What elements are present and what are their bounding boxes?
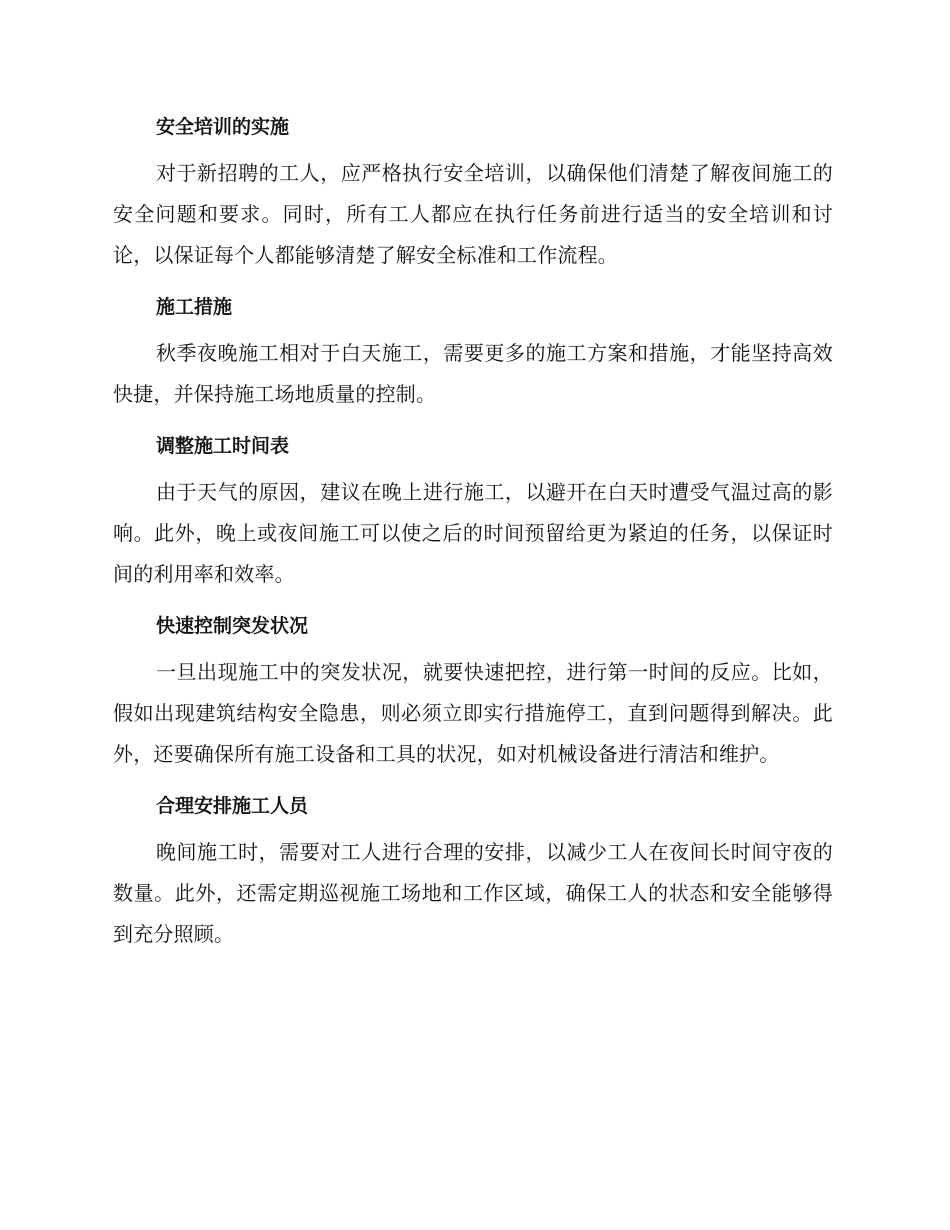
section-safety-training: [113, 108, 833, 276]
section-staff-arrangement: [113, 787, 833, 955]
section-paragraph: 对于新招聘的工人，应严格执行安全培训，以确保他们清楚了解夜间施工的安全问题和要求。同时，所有工人都应在执行任务前进行适当的安全培训和讨论，以保证每个人都能够清楚了解安全标准和工作流程。: [113, 161, 833, 267]
section-heading: 安全培训的实施: [156, 116, 290, 138]
section-adjust-schedule: [113, 427, 833, 595]
section-paragraph: 由于天气的原因，建议在晚上进行施工，以避开在白天时遭受气温过高的影响。此外，晚上或夜间施工可以使之后的时间预留给更为紧迫的任务，以保证时间的利用率和效率。: [113, 480, 833, 586]
section-heading: 施工措施: [156, 296, 233, 318]
section-paragraph: 晚间施工时，需要对工人进行合理的安排，以减少工人在夜间长时间守夜的数量。此外，还需定期巡视施工场地和工作区域，确保工人的状态和安全能够得到充分照顾。: [113, 840, 833, 946]
section-heading: 合理安排施工人员: [156, 795, 309, 817]
section-paragraph: 秋季夜晚施工相对于白天施工，需要更多的施工方案和措施，才能坚持高效快捷，并保持施工场地质量的控制。: [113, 341, 833, 406]
section-heading: 快速控制突发状况: [156, 615, 309, 637]
document-page: [113, 108, 833, 967]
section-heading: 调整施工时间表: [156, 435, 290, 457]
section-emergency-control: [113, 607, 833, 775]
section-construction-measures: [113, 288, 833, 415]
section-paragraph: 一旦出现施工中的突发状况，就要快速把控，进行第一时间的反应。比如，假如出现建筑结构安全隐患，则必须立即实行措施停工，直到问题得到解决。此外，还要确保所有施工设备和工具的状况，如对机械设备进行清洁和维护。: [113, 660, 833, 766]
